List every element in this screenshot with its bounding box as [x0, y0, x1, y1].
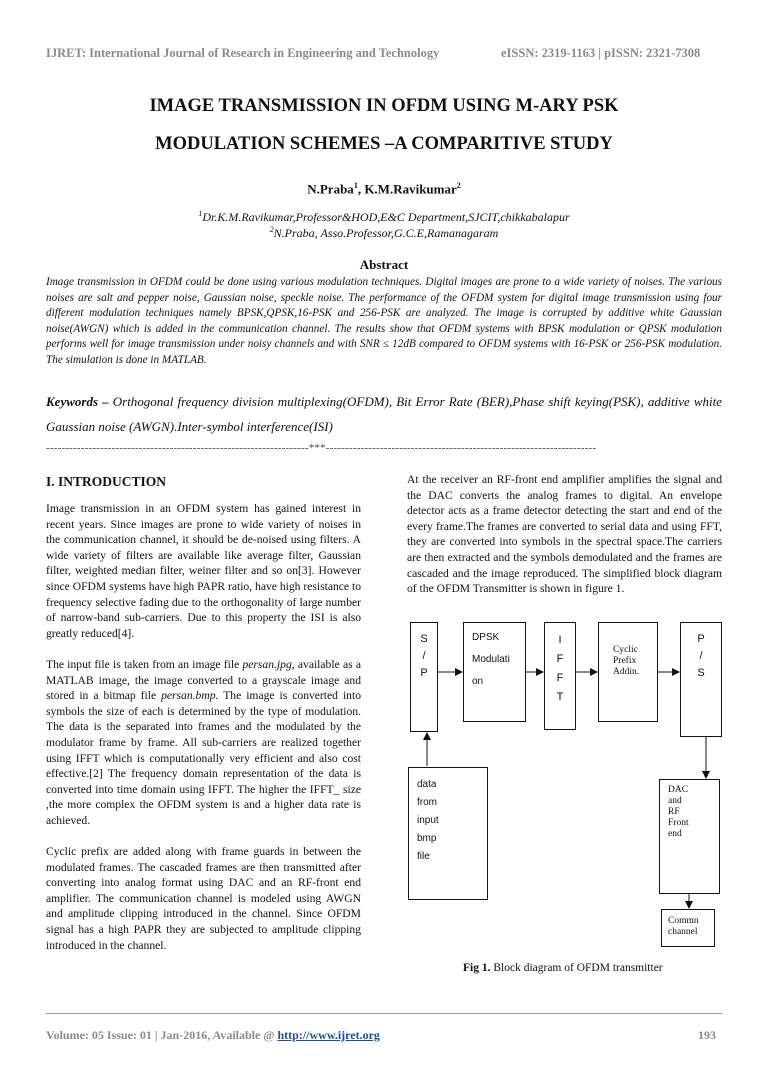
paper-title-line1: IMAGE TRANSMISSION IN OFDM USING M-ARY PSK: [149, 96, 619, 116]
journal-header: IJRET: International Journal of Research in Engineering and Technology: [46, 46, 440, 60]
sp-line-2: /: [422, 650, 426, 662]
keywords-label: Keywords –: [46, 394, 109, 409]
ifft-line-1: I: [558, 634, 562, 646]
ps-line-3: S: [697, 667, 705, 679]
dpsk-line-2: Modulati: [472, 654, 510, 665]
communication-channel-block: [661, 909, 715, 947]
dpsk-line-3: on: [472, 676, 484, 687]
comm-line-1: Commn: [668, 916, 699, 926]
ps-line-2: /: [699, 650, 703, 662]
cyclic-line-2: Prefix: [613, 656, 637, 666]
author-2: K.M.Ravikumar: [364, 181, 457, 197]
ifft-block: [544, 622, 576, 730]
dac-line-3: RF: [668, 807, 680, 817]
p2-part-b: , available as a MATLAB image, the image converted to a grayscale image and stored in a bitmap file: [46, 657, 361, 703]
figure-caption: [463, 962, 663, 974]
dpsk-modulation-block: [463, 622, 526, 722]
footer-volume-text: Volume: 05 Issue: 01 | Jan-2016, Available @: [46, 1028, 278, 1042]
ps-line-1: P: [697, 633, 705, 645]
serial-to-parallel-block: [410, 622, 438, 732]
affil-2-sup: 2: [269, 225, 274, 234]
dac-line-2: and: [668, 796, 682, 806]
section-heading-introduction: I. INTRODUCTION: [46, 474, 167, 489]
footer-volume: [46, 1028, 380, 1043]
sp-line-1: S: [420, 633, 428, 645]
cyclic-line-1: Cyclic: [613, 645, 638, 655]
figure-caption-text: Block diagram of OFDM transmitter: [490, 962, 663, 974]
affil-1-sup: 1: [198, 209, 203, 218]
journal-url-link[interactable]: http://www.ijret.org: [277, 1028, 380, 1042]
cyclic-prefix-block: [598, 622, 658, 722]
abstract-heading: Abstract: [359, 257, 409, 272]
data-line-1: data: [417, 779, 437, 790]
data-line-2: from: [417, 797, 437, 808]
issn-header: eISSN: 2319-1163 | pISSN: 2321-7308: [501, 46, 701, 60]
footer-divider: [46, 1013, 722, 1014]
cyclic-line-3: Addin.: [613, 667, 640, 677]
paper-title-line2: MODULATION SCHEMES –A COMPARITIVE STUDY: [155, 134, 613, 154]
parallel-to-serial-block: [680, 622, 722, 737]
affil-1-text: Dr.K.M.Ravikumar,Professor&HOD,E&C Department,SJCIT,chikkabalapur: [202, 210, 570, 224]
dac-rf-block: [659, 779, 720, 894]
ifft-line-3: F: [556, 672, 564, 684]
ifft-line-2: F: [556, 653, 564, 665]
author-1: N.Praba: [307, 181, 354, 197]
dac-line-4: Front: [668, 818, 689, 828]
p2-part-c: The image is converted into symbols the size of each is determined by the type of modulation. The data is the separated into frames and the modulated by the modulator frame by frame. All sub-carriers are realized together using IFFT which is computationally very efficient and also cost effective.[2] The frequency domain representation of the data is converted into time domain using IFFT. The higher the IFFT_ size ,the more complex the OFDM system is and a higher data rate is achieved.: [46, 689, 361, 827]
intro-paragraph-3: Cyclic prefix are added along with frame guards in between the modulated frames. The cascaded frames are then transmitted after converting into analog format using DAC and an RF-front end amplifier. The communication channel is modeled using AWGN and amplitude clipping introduced in the channel. Since OFDM signal has a high PAPR they are subjected to amplitude clipping introduced in the channel.: [46, 845, 361, 952]
data-line-3: input: [417, 815, 439, 826]
section-separator: --------------------------------------------------------------------***----------------------------------------------------------------------: [46, 442, 597, 454]
abstract-text: Image transmission in OFDM could be done using various modulation techniques. Digital images are prone to a wide variety of noises. The various noises are salt and pepper noise, Gaussian noise, speckle noise. The performance of the OFDM system for digital image transmission using four different modulation techniques namely BPSK,QPSK,16-PSK and 256-PSK are analyzed. The image is corrupted by additive white Gaussian noise(AWGN) which is added in the communication channel. The results show that OFDM systems with BPSK modulation or QPSK modulation performs well for image transmission under noisy channels and with SNR ≤ 12dB compared to OFDM systems with 16-PSK or 256-PSK modulation. The simulation is done in MATLAB.: [46, 276, 722, 366]
author-1-sup: 1: [353, 181, 358, 190]
file-name-jpg: persan.jpg: [242, 657, 292, 671]
dac-line-5: end: [668, 829, 682, 839]
receiver-paragraph: At the receiver an RF-front end amplifier amplifies the signal and the DAC converts the analog frames to digital. An envelope detector acts as a frame detector detecting the start and end of the every frame.The frames are converted to serial data and using FFT, they are converted into symbols in the spectral space.The carriers are then extracted and the symbols demodulated and the frames are cascaded and the image reproduced. The simplified block diagram of the OFDM Transmitter is shown in figure 1.: [407, 473, 722, 596]
authors: N.Praba$^1$, K.M.Ravikumar$^2$: [307, 181, 461, 197]
data-line-4: bmp: [417, 833, 437, 844]
affil-2-text: N.Praba, Asso.Professor,G.C.E,Ramanagaram: [273, 226, 499, 240]
keywords-text: Orthogonal frequency division multiplexing(OFDM), Bit Error Rate (BER),Phase shift keying(PSK), additive white Gaussian noise (AWGN).Inter-symbol interference(ISI): [46, 394, 723, 434]
comm-line-2: channel: [668, 927, 698, 937]
ifft-line-4: T: [556, 691, 564, 703]
data-line-5: file: [417, 851, 430, 862]
p2-part-a: The input file is taken from an image file: [46, 657, 243, 671]
page-number: 193: [698, 1028, 716, 1042]
input-data-block: [408, 767, 488, 900]
file-name-bmp: persan.bmp.: [161, 689, 219, 703]
figure-caption-label: Fig 1.: [463, 962, 491, 974]
dpsk-line-1: DPSK: [472, 632, 500, 643]
author-2-sup: 2: [456, 181, 461, 190]
intro-paragraph-1: Image transmission in an OFDM system has gained interest in recent years. Since images are prone to wide variety of noises in the communication channel, it should be de-noised using filters. A wide variety of filters are available like average filter, Gaussian filter, weighted median filter, weiner filter and so on[3]. However since OFDM systems have high PAPR ratio, have high resistance to frequency selective fading due to the orthogonality of large number of narrow-band sub-carriers. Due to this property the ISI is also greatly reduced[4].: [46, 502, 361, 640]
dac-line-1: DAC: [668, 785, 689, 795]
sp-line-3: P: [420, 667, 428, 679]
